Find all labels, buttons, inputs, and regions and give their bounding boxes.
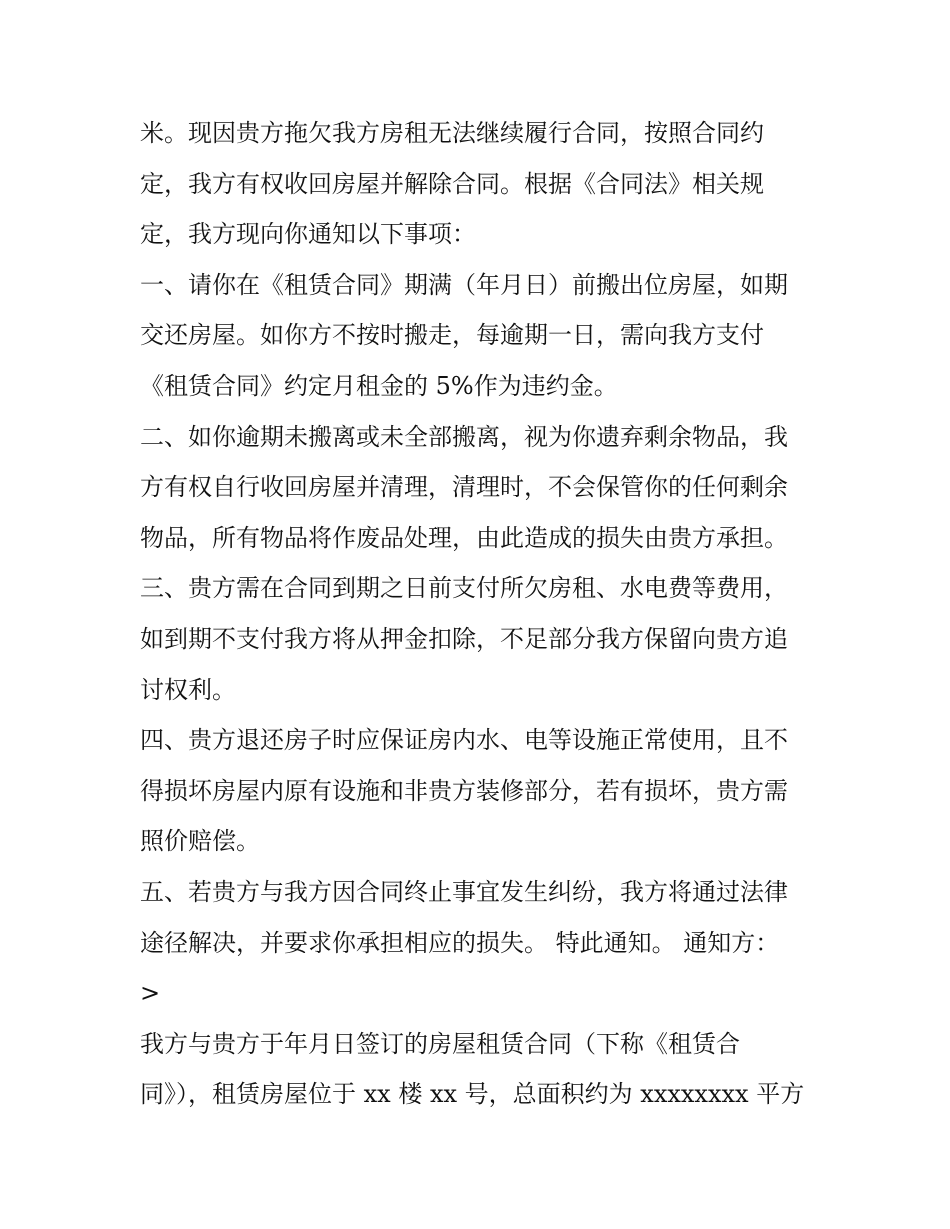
text-line: 我方与贵方于年月日签订的房屋租赁合同（下称《租赁合 <box>140 1029 740 1058</box>
text-line: 米。现因贵方拖欠我方房租无法继续履行合同，按照合同约 <box>140 119 764 147</box>
text-line: 定，我方现向你通知以下事项： <box>140 220 476 249</box>
text-line: 讨权利。 <box>140 675 236 704</box>
text-line: 四、贵方退还房子时应保证房内水、电等设施正常使用，且不 <box>140 726 788 755</box>
text-line: 三、贵方需在合同到期之日前支付所欠房租、水电费等费用， <box>140 574 788 603</box>
document-body <box>140 108 820 1120</box>
text-line: 途径解决，并要求你承担相应的损失。 特此通知。 通知方： <box>140 928 780 957</box>
text-line: 一、请你在《租赁合同》期满（年月日）前搬出位房屋，如期 <box>140 270 788 299</box>
text-line: 交还房屋。如你方不按时搬走，每逾期一日，需向我方支付 <box>140 321 764 350</box>
text-line: 二、如你逾期未搬离或未全部搬离，视为你遗弃剩余物品，我 <box>140 422 788 451</box>
text-line: 方有权自行收回房屋并清理，清理时，不会保管你的任何剩余 <box>140 473 788 502</box>
text-line: 《租赁合同》约定月租金的 5%作为违约金。 <box>140 371 618 400</box>
text-line: 同》），租赁房屋位于 xx 楼 xx 号，总面积约为 xxxxxxxx 平方 <box>140 1080 805 1109</box>
text-line: 如到期不支付我方将从押金扣除，不足部分我方保留向贵方追 <box>140 624 788 653</box>
text-line: 照价赔偿。 <box>140 827 260 856</box>
text-line: 物品，所有物品将作废品处理，由此造成的损失由贵方承担。 <box>140 523 788 552</box>
text-line: 五、若贵方与我方因合同终止事宜发生纠纷，我方将通过法律 <box>140 877 788 906</box>
text-line: 定，我方有权收回房屋并解除合同。根据《合同法》相关规 <box>140 169 764 198</box>
text-line: 得损坏房屋内原有设施和非贵方装修部分，若有损坏，贵方需 <box>140 776 788 805</box>
text-line: > <box>140 979 161 1008</box>
